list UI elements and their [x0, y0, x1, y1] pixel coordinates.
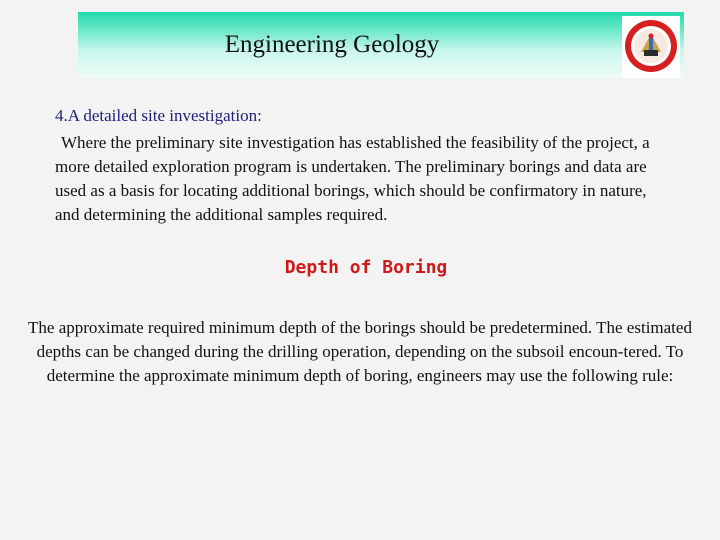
section-heading: 4.A detailed site investigation: — [55, 106, 262, 125]
header-banner — [78, 12, 684, 78]
page-title: Engineering Geology — [224, 31, 440, 58]
intro-paragraph: Where the preliminary site investigation has established the feasibility of the project, a more detailed exploration program is undertaken. The preliminary borings and data are used as a basis for locating additional borings, which should be confirmatory in nature, and determining the additional samples required. — [55, 133, 650, 224]
university-seal-icon — [622, 16, 680, 78]
depth-paragraph: The approximate required minimum depth of the borings should be predetermined. The estimated depths can be changed during the drilling operation, depending on the subsoil encoun-tered. To determine the approximate minimum depth of boring, engineers may use the following rule: — [28, 318, 692, 385]
depth-of-boring-heading: Depth of Boring — [284, 257, 448, 278]
